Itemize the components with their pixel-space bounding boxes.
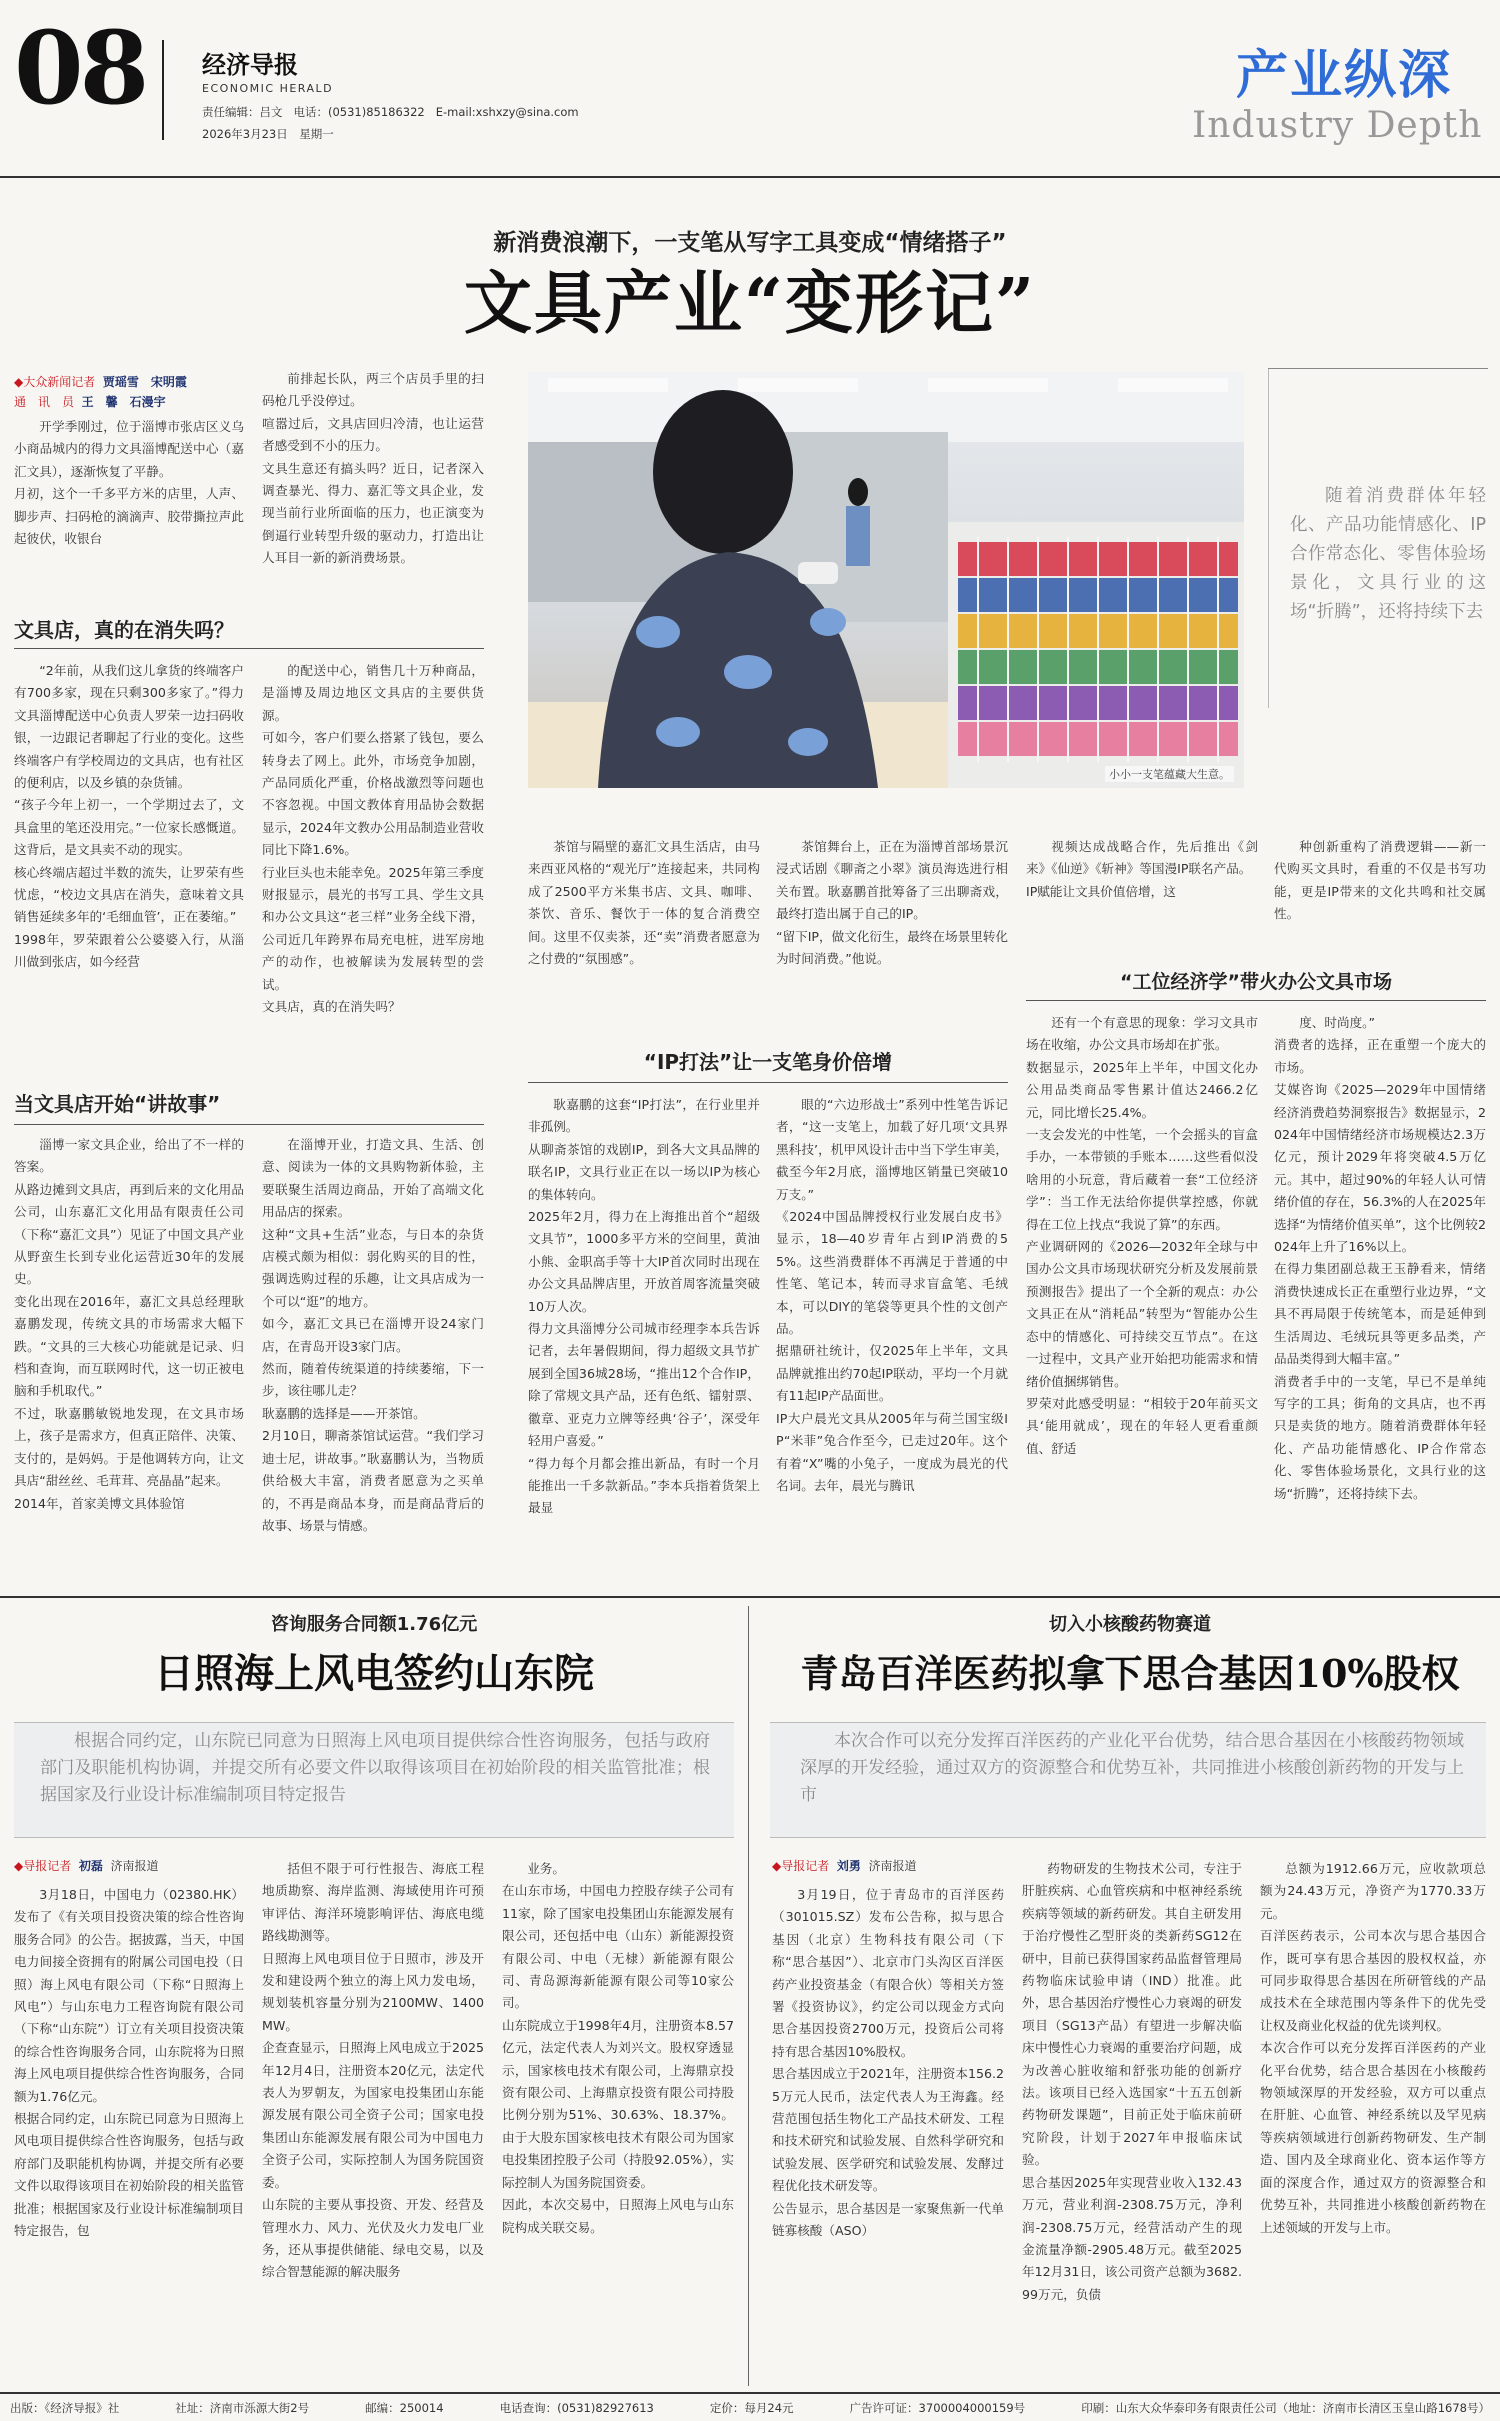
paragraph: 3月18日，中国电力（02380.HK）发布了《有关项目投资决策的综合性咨询服务合同》的公告。据披露，当天，中国电力间接全资拥有的附属公司国电投（日照）海上风电有限公司（下称“日照海上风电”）与山东电力工程咨询院有限公司（下称“山东院”）订立有关项目投资决策的综合性咨询服务合同，山东院将为日照海上风电项目提供综合性咨询服务，合同额为1.76亿元。 根据合同约定，山东院已同意为日照海上风电项目提供综合性咨询服务，包括与政府部门及职能机构协调，并提交所有必要文件以取得该项目在初始阶段的相关监管批准；根据国家及行业设计标准编制项目特定报告，包 [14,1887,244,2239]
lower-divider [748,1606,749,2386]
story3-summary: 本次合作可以充分发挥百洋医药的产业化平台优势，结合思合基因在小核酸药物领域深厚的开发经验，通过双方的资源整合和优势互补，共同推进小核酸创新药物的开发与上市 [800,1731,1464,1805]
paragraph: 3月19日，位于青岛市的百洋医药（301015.SZ）发布公告称，拟与思合基因（北京）生物科技有限公司（下称“思合基因”）、北京市门头沟区百洋医药产业投资基金（有限合伙）等相关方签署《投资协议》，约定公司以现金方式向思合基因投资2700万元，投资后公司将持有思合基因10%股权。 思合基因成立于2021年，注册资本156.25万元人民币，法定代表人为王海鑫。经营范围包括生物化工产品技术研发、工程和技术研究和试验发展、自然科学研究和试验发展、医学研究和试验发展、发酵过程优化技术研发等。 公告显示，思合基因是一家聚焦新一代单链寡核酸（ASO） [772,1887,1004,2239]
footer [10,2398,1490,2418]
lead-col1-intro [14,416,244,584]
byline-names-2: 王 馨 石漫宇 [81,395,166,409]
footer-postcode: 邮编：250014 [365,2401,444,2415]
page-number: 08 [14,9,146,127]
paragraph: 视频达成战略合作，先后推出《剑来》《仙逆》《斩神》等国漫IP联名产品。 IP赋能让文具价值倍增，这 [1026,839,1258,899]
story3-title: 青岛百洋医药拟拿下思合基因10%股权 [800,1651,1460,1696]
paragraph: 眼的“六边形战士”系列中性笔告诉记者，“这一支笔上，加载了好几项‘文具界黑科技’，机甲风设计击中当下学生审美，截至今年2月底，淄博地区销量已突破10万支。” 《2024中国品牌授权行业发展白皮书》显示，18—40岁青年占到IP消费的55%。这些消费群体不再满足于普通的中性笔、笔记本，转而寻求盲盒笔、毛绒本，可以DIY的笔袋等更具个性的文创产品。 据鼎研社统计，仅2025年上半年，文具品牌就推出约70起IP联动，平均一个月就有11起IP产品面世。 IP大户晨光文具从2005年与荷兰国宝级IP“米菲”兔合作至今，已走过20年。这个有着“X”嘴的小兔子，一度成为晨光的代名词。去年，晨光与腾讯 [776,1097,1008,1493]
footer-phone: 电话查询：(0531)82927613 [499,2401,654,2415]
story3-col3 [1260,1858,1486,2378]
byline-loc: 济南报道 [868,1859,917,1873]
footer-price: 定价：每月24元 [709,2401,794,2415]
paragraph: 种创新重构了消费逻辑——新一代购买文具时，看重的不仅是书写功能，更是IP带来的文化共鸣和社交属性。 [1274,839,1486,922]
lead-col1-b [14,660,244,1038]
subhead-2-rule [14,1124,484,1125]
paragraph: 总额为1912.66万元，应收款项总额为24.43万元，净资产为1770.33万元。 百洋医药表示，公司本次与思合基因合作，既可享有思合基因的股权权益，亦可同步取得思合基因在所研管线的产品成技术在全球范围内等条件下的优先受让权及商业化权益的优先谈判权。 本次合作可以充分发挥百洋医药的产业化平台优势，结合思合基因在小核酸药物领域深厚的开发经验，双方可以重点在肝脏、心血管、神经系统以及罕见病等疾病领域进行创新药物研发、生产制造、国内及全球商业化、资本运作等方面的深度合作，通过双方的资源整合和优势互补，共同推进小核酸创新药物在上述领域的开发与上市。 [1260,1861,1486,2235]
photo-shop-scene [528,372,1244,788]
lead-col5-a [1026,836,1258,946]
lead-summary: 随着消费群体年轻化、产品功能情感化、IP合作常态化、零售体验场景化，文具行业的这场“折腾”，还将持续下去 [1290,486,1486,622]
footer-publisher: 出版：《经济导报》社 [10,2401,120,2415]
paragraph: 药物研发的生物技术公司，专注于肝脏疾病、心血管疾病和中枢神经系统疾病等领域的新药研发。其自主研发用于治疗慢性乙型肝炎的类新药SG12在研中，目前已获得国家药品监督管理局药物临床试验申请（IND）批准。此外，思合基因治疗慢性心力衰竭的研发项目（SG13产品）有望进一步解决临床中慢性心力衰竭的重要治疗问题，成为改善心脏收缩和舒张功能的创新疗法。该项目已经入选国家“十五五创新药物研发课题”，目前正处于临床前研究阶段，计划于2027年申报临床试验。 思合基因2025年实现营业收入132.43万元，营业利润-2308.75万元，净利润-2308.75万元，经营活动产生的现金流量净额-2905.48万元。截至2025年12月31日，该公司资产总额为3682.99万元，负债 [1022,1861,1242,2302]
story2-byline: ◆导报记者 初磊 济南报道 [14,1859,159,1873]
phone: 电话：(0531)85186322 [293,105,425,119]
byline-name: 刘勇 [836,1859,861,1873]
masthead-divider [162,40,164,140]
subhead-1: 文具店，真的在消失吗？ [14,618,234,642]
byline-tag: 导报记者 [23,1859,72,1873]
story2-title: 日照海上风电签约山东院 [154,1650,594,1697]
footer-address: 社址：济南市泺源大街2号 [175,2401,310,2415]
editor: 责任编辑：吕文 [202,105,283,119]
lead-col6-b [1274,1012,1486,1574]
footer-ad-license: 广告许可证：3700004000159号 [849,2401,1026,2415]
section-divider [0,1596,1500,1598]
lead-byline: ◆大众新闻记者 贾瑶雪 宋明霞 通 讯 员 王 馨 石漫宇 [14,375,187,409]
footer-printer: 印刷：山东大众华泰印务有限责任公司（地址：济南市长清区玉皇山路1678号） [1081,2401,1490,2415]
section-title-cn: 产业纵深 [1236,45,1453,106]
masthead [0,0,1500,180]
masthead-rule [0,176,1500,178]
story2-col3 [502,1858,734,2378]
paragraph: 淄博一家文具企业，给出了不一样的答案。 从路边摊到文具店，再到后来的文化用品公司，山东嘉汇文化用品有限责任公司（下称“嘉汇文具”）见证了中国文具产业从野蛮生长到专业化运营近30年的发展史。 变化出现在2016年，嘉汇文具总经理耿嘉鹏发现，传统文具的市场需求大幅下跌。“文具的三大核心功能就是记录、归档和查询，而互联网时代，这一切正被电脑和手机取代。” 不过，耿嘉鹏敏锐地发现，在文具市场上，孩子是需求方，但真正陪伴、决策、支付的，是妈妈。于是他调转方向，让文具店“甜丝丝、毛茸茸、亮晶晶”起来。 2014年，首家美博文具体验馆 [14,1137,244,1511]
byline-name: 初磊 [78,1859,103,1873]
byline-tag: 导报记者 [781,1859,830,1873]
lead-col6-a [1274,836,1486,946]
paragraph: 茶馆与隔壁的嘉汇文具生活店，由马来西亚风格的“观光厅”连接起来，共同构成了2500平方米集书店、文具、咖啡、茶饮、音乐、餐饮于一体的复合消费空间。这里不仅卖茶，还“卖”消费者愿意为之付费的“氛围感”。 [528,839,760,967]
summary-top-rule [1268,368,1488,369]
byline-tag: 大众新闻记者 [23,375,96,389]
lead-col4-b [776,1094,1008,1574]
paper-name-cn: 经济导报 [202,50,298,79]
email: E-mail:xshxzy@sina.com [435,105,579,119]
paragraph: 的配送中心，销售几十万种商品，是淄博及周边地区文具店的主要供货源。 可如今，客户们要么搭紧了钱包，要么转身去了网上。此外，市场竞争加剧，产品同质化严重，价格战激烈等问题也不容忽视。中国文教体育用品协会数据显示，2024年文教办公用品制造业营收同比下降1.6%。 行业巨头也未能幸免。2025年第三季度财报显示，晨光的书写工具、学生文具和办公文具这“老三样”业务全线下滑，公司近几年跨界布局充电桩，进军房地产的动作，也被解读为发展转型的尝试。 文具店，真的在消失吗？ [262,663,484,1015]
subhead-4-rule [1026,1000,1486,1001]
story3-col1 [772,1884,1004,2378]
paragraph: 耿嘉鹏的这套“IP打法”，在行业里并非孤例。 从聊斋茶馆的戏剧IP，到各大文具品牌的联名IP，文具行业正在以一场以IP为核心的集体转向。 2025年2月，得力在上海推出首个“超级文具节”，1000多平方米的空间里，黄油小熊、金职高手等十大IP首次同时出现在办公文具品牌店里，开放首周客流量突破10万人次。 得力文具淄博分公司城市经理李本兵告诉记者，去年暑假期间，得力超级文具节扩展到全国36城28场，“推出12个合作IP，除了常规文具产品，还有色纸、镭射票、徽章、亚克力立牌等经典‘谷子’，深受年轻用户喜爱。” “得力每个月都会推出新品，有时一个月能推出一千多款新品。”李本兵指着货架上最显 [528,1097,760,1516]
subhead-2: 当文具店开始“讲故事” [14,1092,221,1116]
paper-name-en: ECONOMIC HERALD [202,82,334,95]
lead-col4-a [776,836,1008,1016]
story3-byline: ◆导报记者 刘勇 济南报道 [772,1859,917,1873]
lead-col3-b [528,1094,760,1574]
section-title-en: Industry Depth [1192,105,1483,146]
lead-photo [528,372,1244,788]
byline-loc: 济南报道 [110,1859,159,1873]
lead-col3-a [528,836,760,1016]
paragraph: “2年前，从我们这儿拿货的终端客户有700多家，现在只剩300多家了。”得力文具淄博配送中心负责人罗荣一边扫码收银，一边跟记者聊起了行业的变化。这些终端客户有学校周边的文具店，也有社区的便利店，以及乡镇的杂货铺。 “孩子今年上初一，一个学期过去了，文具盒里的笔还没用完。”一位家长感慨道。这背后，是文具卖不动的现实。 核心终端店超过半数的流失，让罗荣有些忧虑，“校边文具店在消失，意味着文具销售延续多年的‘毛细血管’，正在萎缩。” 1998年，罗荣跟着公公婆婆入行，从淄川做到张店，如今经营 [14,663,244,970]
subhead-4: “工位经济学”带火办公文具市场 [1120,971,1392,993]
subhead-3: “IP打法”让一支笔身价倍增 [643,1050,893,1074]
lead-col2-intro [262,368,484,586]
story3-col2 [1022,1858,1242,2378]
paragraph: 开学季刚过，位于淄博市张店区义乌小商品城内的得力文具淄博配送中心（嘉汇文具），逐渐恢复了平静。 月初，这个一千多平方米的店里，人声、脚步声、扫码枪的滴滴声、胶带撕拉声此起彼伏，收银台 [14,419,244,547]
story3-kicker: 切入小核酸药物赛道 [1049,1614,1211,1635]
photo-caption: 小小一支笔蕴藏大生意。 [1105,766,1234,782]
editor-line [202,104,579,120]
lead-col1-c [14,1134,244,1574]
paragraph: 茶馆舞台上，正在为淄博首部场景沉浸式话剧《聊斋之小翠》演员海选进行相关布置。耿嘉鹏首批筹备了三出聊斋戏，最终打造出属于自己的IP。 “留下IP，做文化衍生，最终在场景里转化为时间消费。”他说。 [776,839,1008,967]
lead-title: 文具产业“变形记” [463,264,1037,344]
byline-tag-2: 通 讯 员 [14,395,75,409]
summary-rule [1268,368,1269,708]
paragraph: 前排起长队，两三个店员手里的扫码枪几乎没停过。 喧嚣过后，文具店回归冷清，也让运营者感受到不小的压力。 文具生意还有搞头吗？近日，记者深入调查暴光、得力、嘉汇等文具企业，发现当前行业所面临的压力，也正演变为倒逼行业转型升级的驱动力，打造出让人耳目一新的新消费场景。 [262,371,484,566]
subhead-3-rule [528,1082,1008,1083]
story2-kicker: 咨询服务合同额1.76亿元 [270,1614,478,1635]
story2-col2 [262,1858,484,2378]
lead-kicker: 新消费浪潮下，一支笔从写字工具变成“情绪搭子” [493,230,1007,256]
paragraph: 还有一个有意思的现象：学习文具市场在收缩，办公文具市场却在扩张。 数据显示，2025年上半年，中国文化办公用品类商品零售累计值达2466.2亿元，同比增长25.4%。 一支会发光的中性笔，一个会摇头的盲盒手办，一本带锁的手账本……这些看似没啥用的小玩意，背后藏着一套“工位经济学”：当工作无法给你提供掌控感，你就得在工位上找点“我说了算”的东西。 产业调研网的《2026—2032年全球与中国办公文具市场现状研究分析及发展前景预测报告》提出了一个全新的观点：办公文具正在从“消耗品”转型为“智能办公生态中的情感化、可持续交互节点”。在这一过程中，文具产业开始把功能需求和情绪价值捆绑销售。 罗荣对此感受明显：“相较于20年前买文具‘能用就成’，现在的年轻人更看重颜值、舒适 [1026,1015,1258,1456]
story2-col1 [14,1884,244,2378]
paragraph: 度、时尚度。” 消费者的选择，正在重塑一个庞大的市场。 艾媒咨询《2025—2029年中国情绪经济消费趋势洞察报告》数据显示，2024年中国情绪经济市场规模达2.3万亿元，预计2029年将突破4.5万亿元。其中，超过90%的年轻人认可情绪价值的存在，56.3%的人在2025年选择“为情绪价值买单”，这个比例较2024年上升了16%以上。 在得力集团副总裁王玉静看来，情绪消费快速成长正在重塑行业边界，“文具不再局限于传统笔本，而是延伸到生活周边、毛绒玩具等更多品类，产品品类得到大幅丰富。” 消费者手中的一支笔，早已不是单纯写字的工具；街角的文具店，也不再只是卖货的地方。随着消费群体年轻化、产品功能情感化、IP合作常态化、零售体验场景化，文具行业的这场“折腾”，还将持续下去。 [1274,1015,1486,1501]
paragraph: 业务。 在山东市场，中国电力控股存续子公司有11家，除了国家电投集团山东能源发展有限公司，还包括中电（山东）新能源投资有限公司、中电（无棣）新能源有限公司、青岛源海新能源有限公司等10家公司。 山东院成立于1998年4月，注册资本8.57亿元，法定代表人为刘兴文。股权穿透显示，国家核电技术有限公司，上海鼎京投资有限公司、上海鼎京投资有限公司持股比例分别为51%、30.63%、18.37%。由于大股东国家核电技术有限公司为国家电投集团控股子公司（持股92.05%），实际控制人为国务院国资委。 因此，本次交易中，日照海上风电与山东院构成关联交易。 [502,1861,734,2235]
subhead-1-rule [14,648,484,649]
lead-col2-b [262,660,484,1038]
paragraph: 括但不限于可行性报告、海底工程地质勘察、海岸监测、海域使用许可预审评估、海洋环境影响评估、海底电缆路线勘测等。 日照海上风电项目位于日照市，涉及开发和建设两个独立的海上风力发电场，规划装机容量分别为2100MW、1400MW。 企查查显示，日照海上风电成立于2025年12月4日，注册资本20亿元，法定代表人为罗朝友，为国家电投集团山东能源发展有限公司全资子公司；国家电投集团山东能源发展有限公司为中国电力全资子公司，实际控制人为国务院国资委。 山东院的主要从事投资、开发、经营及管理水力、风力、光伏及火力发电厂业务，还从事提供储能、绿电交易，以及综合智慧能源的解决服务 [262,1861,484,2280]
issue-date: 2026年3月23日 星期一 [202,127,334,141]
paragraph: 在淄博开业，打造文具、生活、创意、阅读为一体的文具购物新体验，主要联聚生活周边商品，开始了高端文化用品店的探索。 这种“文具+生活”业态，与日本的杂货店模式颇为相似：弱化购买的目的性，强调选购过程的乐趣，让文具店成为一个可以“逛”的地方。 如今，嘉汇文具已在淄博开设24家门店，在青岛开设3家门店。 然而，随着传统渠道的持续萎缩，下一步，该往哪儿走？ 耿嘉鹏的选择是——开茶馆。 2月10日，聊斋茶馆试运营。“我们学习迪士尼，讲故事。”耿嘉鹏认为，当物质供给极大丰富，消费者愿意为之买单的，不再是商品本身，而是商品背后的故事、场景与情感。 [262,1137,484,1533]
lead-col2-c [262,1134,484,1574]
byline-names: 贾瑶雪 宋明霞 [102,375,187,389]
footer-rule [0,2392,1500,2394]
story2-summary: 根据合同约定，山东院已同意为日照海上风电项目提供综合性咨询服务，包括与政府部门及职能机构协调，并提交所有必要文件以取得该项目在初始阶段的相关监管批准；根据国家及行业设计标准编制项目特定报告 [40,1731,710,1805]
lead-col5-b [1026,1012,1258,1574]
